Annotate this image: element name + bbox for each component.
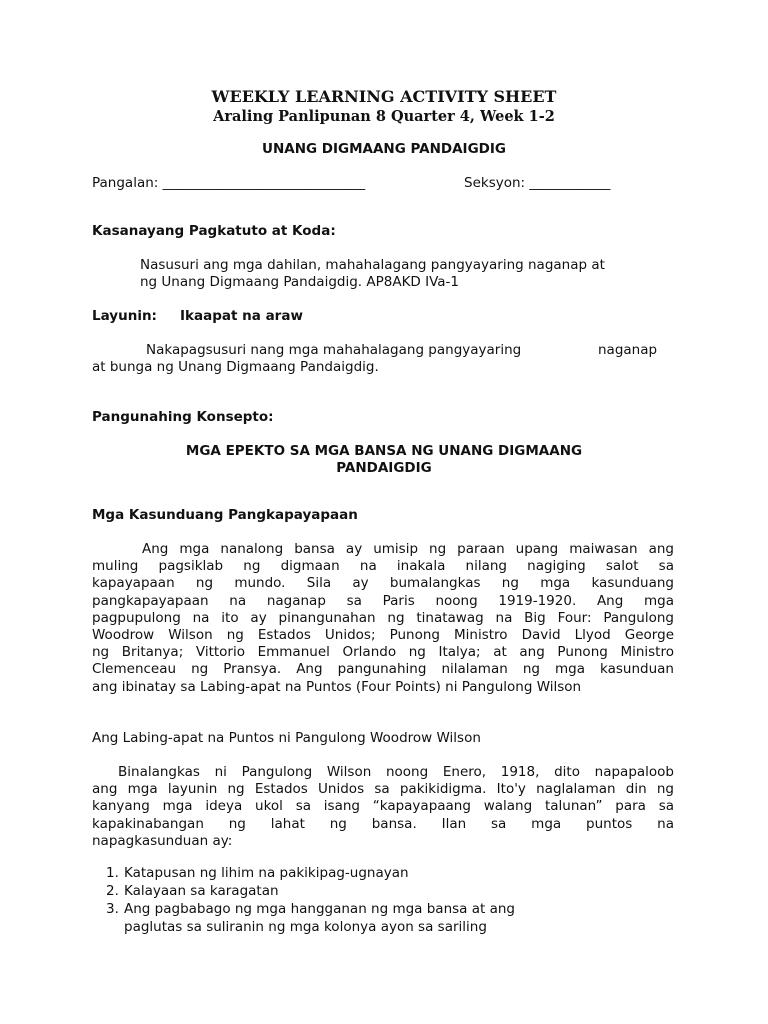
objective-line-1a: Nakapagsusuri nang mga mahahalagang pangyayaring [146, 342, 522, 358]
list-item [106, 864, 515, 882]
list-item-continuation: paglutas sa suliranin ng mga kolonya ayon sa sariling [124, 919, 487, 935]
fourteen-points-heading: Ang Labing-apat na Puntos ni Pangulong Woodrow Wilson [92, 730, 481, 746]
treaties-line: muling pagsiklab ng digmaan na inakala nilang nagiging salot sa [92, 558, 674, 575]
treaties-line: Clemenceau ng Pransya. Ang pangunahing nilalaman ng mga kasunduan [92, 661, 674, 678]
fourteen-points-line: napagkasunduan ay: [92, 832, 233, 849]
concept-title-line-1: MGA EPEKTO SA MGA BANSA NG UNANG DIGMAANG [185, 443, 583, 459]
objective-line-2: at bunga ng Unang Digmaang Pandaigdig. [92, 359, 379, 375]
fourteen-points-line: kanyang mga ideya ukol sa isang “kapayapaang walang talunan” para sa [92, 798, 674, 815]
topic-title: UNANG DIGMAANG PANDAIGDIG [262, 141, 506, 157]
fourteen-points-paragraph [92, 763, 674, 849]
list-item [106, 900, 515, 918]
list-item-text: Katapusan ng lihim na pakikipag-ugnayan [124, 865, 409, 881]
treaties-line: pangkapayapaan na naganap sa Paris noong 1919-1920. Ang mga [92, 592, 674, 609]
sheet-title: WEEKLY LEARNING ACTIVITY SHEET [211, 87, 557, 106]
list-item-number: 1. [106, 865, 119, 881]
sheet-subtitle: Araling Panlipunan 8 Quarter 4, Week 1-2 [213, 108, 555, 125]
treaties-line: ng Britanya; Vittorio Emmanuel Orlando ng Italya; at ang Punong Ministro [92, 644, 674, 661]
list-item-text: Kalayaan sa karagatan [124, 883, 279, 899]
competency-line-1: Nasusuri ang mga dahilan, mahahalagang pangyayaring naganap at [140, 257, 605, 273]
treaties-line: Woodrow Wilson ng Estados Unidos; Punong Ministro David Llyod George [92, 626, 674, 643]
treaties-line: kapayapaan ng mundo. Sila ay bumalangkas ng mga kasunduang [92, 575, 674, 592]
treaties-paragraph [92, 540, 674, 695]
treaties-line: pagpupulong na ito ay pinangunahan ng tinatawag na Big Four: Pangulong [92, 609, 674, 626]
objective-heading: Layunin: [92, 308, 157, 324]
objective-day: Ikaapat na araw [180, 308, 303, 324]
fourteen-points-line: Binalangkas ni Pangulong Wilson noong Enero, 1918, dito napapaloob [118, 764, 674, 780]
fourteen-points-line: ang mga layunin ng Estados Unidos sa pakikidigma. Ito'y naglalaman din ng [92, 781, 674, 798]
treaties-line: ang ibinatay sa Labing-apat na Puntos (Four Points) ni Pangulong Wilson [92, 678, 582, 695]
treaties-heading: Mga Kasunduang Pangkapayapaan [92, 507, 358, 523]
competency-heading: Kasanayang Pagkatuto at Koda: [92, 223, 336, 239]
list-item [106, 882, 515, 900]
section-field[interactable]: Seksyon: ____________ [464, 175, 611, 191]
list-item-number: 3. [106, 901, 119, 917]
points-list [106, 864, 515, 936]
concept-heading: Pangunahing Konsepto: [92, 409, 274, 425]
treaties-line: Ang mga nanalong bansa ay umisip ng paraan upang maiwasan ang [142, 541, 674, 557]
concept-title-line-2: PANDAIGDIG [336, 460, 432, 476]
objective-line-1b: naganap [598, 342, 658, 358]
name-field[interactable]: Pangalan: ______________________________ [92, 175, 366, 191]
fourteen-points-line: kapakinabangan ng lahat ng bansa. Ilan sa mga puntos na [92, 815, 674, 832]
list-item-text: Ang pagbabago ng mga hangganan ng mga bansa at ang [124, 901, 515, 917]
competency-line-2: ng Unang Digmaang Pandaigdig. AP8AKD IVa-1 [140, 274, 460, 290]
list-item-number: 2. [106, 883, 119, 899]
